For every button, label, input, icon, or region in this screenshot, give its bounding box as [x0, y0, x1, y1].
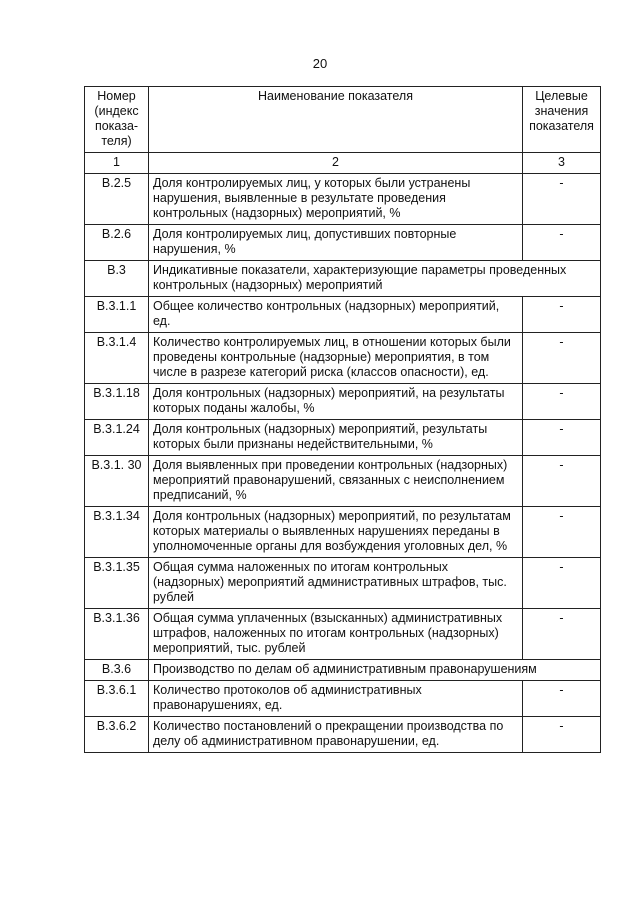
indicator-code: В.3.1.18 — [85, 384, 149, 420]
indicator-code: В.3.6.1 — [85, 681, 149, 717]
indicator-code: В.3.1.36 — [85, 609, 149, 660]
indicator-code: В.3.6.2 — [85, 717, 149, 753]
header-number: Номер (индекс показа-теля) — [85, 87, 149, 153]
indicator-name: Количество протоколов об административных правонарушениях, ед. — [149, 681, 523, 717]
indicator-name: Доля контролируемых лиц, допустивших повторные нарушения, % — [149, 225, 523, 261]
table-header — [85, 87, 601, 174]
indicators-table — [84, 86, 601, 753]
table-row — [85, 660, 601, 681]
table-row — [85, 717, 601, 753]
indicator-name: Производство по делам об административным правонарушениям — [149, 660, 601, 681]
table-body — [85, 174, 601, 753]
indicator-code: В.2.6 — [85, 225, 149, 261]
indicator-target: - — [523, 456, 601, 507]
indicator-target: - — [523, 297, 601, 333]
table-row — [85, 456, 601, 507]
table-row — [85, 681, 601, 717]
header-name: Наименование показателя — [149, 87, 523, 153]
indicator-code: В.3.1.35 — [85, 558, 149, 609]
indicator-name: Доля контролируемых лиц, у которых были устранены нарушения, выявленные в результате проведения контрольных (надзорных) мероприятий, % — [149, 174, 523, 225]
indicator-target: - — [523, 384, 601, 420]
table-row — [85, 225, 601, 261]
indicator-name: Доля выявленных при проведении контрольных (надзорных) мероприятий правонарушений, связанных с неисполнением предписаний, % — [149, 456, 523, 507]
table-row — [85, 558, 601, 609]
indicator-code: В.3.1.4 — [85, 333, 149, 384]
table-row — [85, 507, 601, 558]
indicator-target: - — [523, 558, 601, 609]
table-row — [85, 333, 601, 384]
column-number-1: 1 — [85, 153, 149, 174]
indicator-target: - — [523, 507, 601, 558]
indicator-target: - — [523, 225, 601, 261]
header-row — [85, 87, 601, 153]
indicator-name: Общее количество контрольных (надзорных) мероприятий, ед. — [149, 297, 523, 333]
table-row — [85, 609, 601, 660]
indicator-target: - — [523, 333, 601, 384]
table-row — [85, 174, 601, 225]
table-row — [85, 297, 601, 333]
column-numbering-row — [85, 153, 601, 174]
column-number-2: 2 — [149, 153, 523, 174]
indicator-target: - — [523, 609, 601, 660]
table-row — [85, 420, 601, 456]
indicator-name: Общая сумма уплаченных (взысканных) административных штрафов, наложенных по итогам контрольных (надзорных) мероприятий, тыс. рублей — [149, 609, 523, 660]
table-row — [85, 261, 601, 297]
indicator-name: Доля контрольных (надзорных) мероприятий, на результаты которых поданы жалобы, % — [149, 384, 523, 420]
indicator-target: - — [523, 174, 601, 225]
indicator-code: В.3.6 — [85, 660, 149, 681]
indicator-name: Доля контрольных (надзорных) мероприятий, по результатам которых материалы о выявленных нарушениях переданы в уполномоченные органы для возбуждения уголовных дел, % — [149, 507, 523, 558]
column-number-3: 3 — [523, 153, 601, 174]
indicator-target: - — [523, 681, 601, 717]
indicator-name: Индикативные показатели, характеризующие параметры проведенных контрольных (надзорных) мероприятий — [149, 261, 601, 297]
indicator-name: Общая сумма наложенных по итогам контрольных (надзорных) мероприятий административных штрафов, тыс. рублей — [149, 558, 523, 609]
table-row — [85, 384, 601, 420]
indicator-name: Количество контролируемых лиц, в отношении которых были проведены контрольные (надзорные) мероприятия, в том числе в разрезе категорий риска (классов опасности), ед. — [149, 333, 523, 384]
header-target: Целевые значения показателя — [523, 87, 601, 153]
indicator-code: В.3.1.34 — [85, 507, 149, 558]
indicator-code: В.3.1. 30 — [85, 456, 149, 507]
indicator-code: В.3.1.1 — [85, 297, 149, 333]
page-number: 20 — [312, 56, 328, 71]
indicator-code: В.3 — [85, 261, 149, 297]
indicator-target: - — [523, 420, 601, 456]
indicator-target: - — [523, 717, 601, 753]
indicator-name: Количество постановлений о прекращении производства по делу об административном правонарушении, ед. — [149, 717, 523, 753]
indicator-name: Доля контрольных (надзорных) мероприятий, результаты которых были признаны недействительными, % — [149, 420, 523, 456]
indicator-code: В.2.5 — [85, 174, 149, 225]
indicator-code: В.3.1.24 — [85, 420, 149, 456]
